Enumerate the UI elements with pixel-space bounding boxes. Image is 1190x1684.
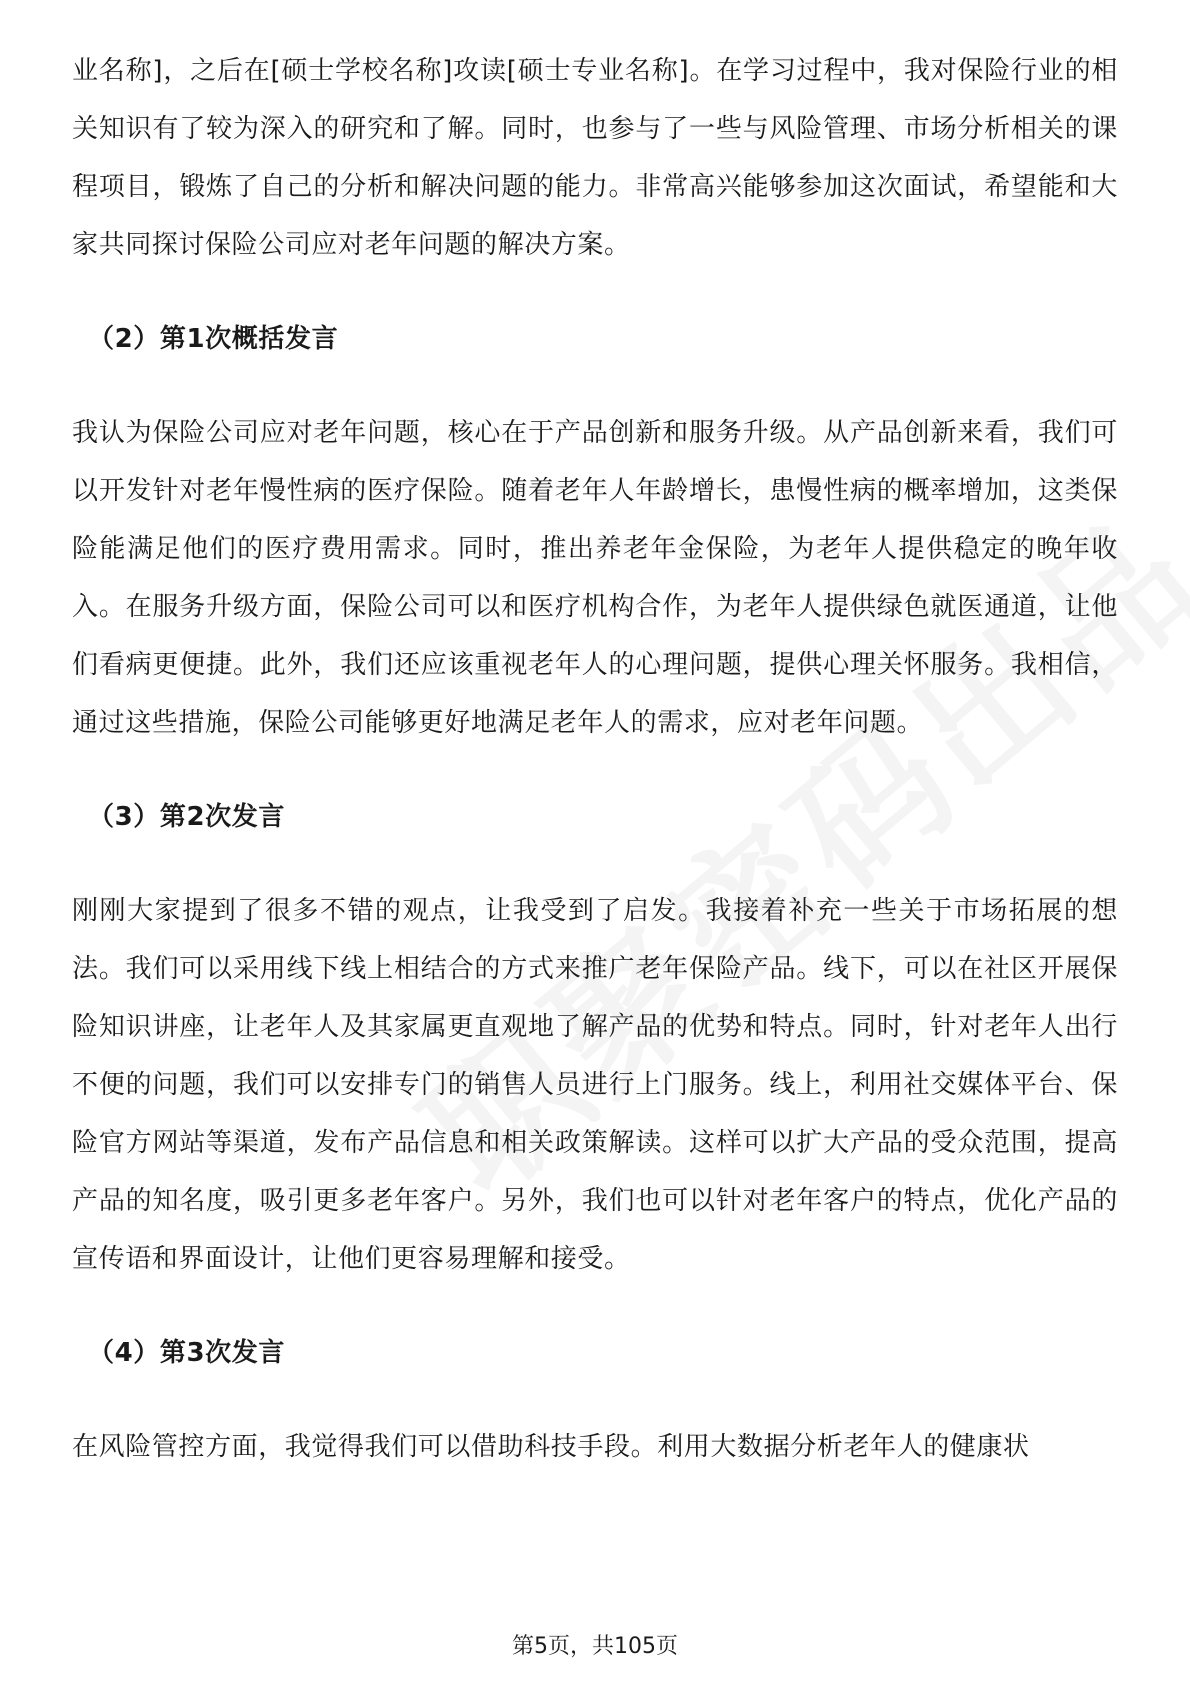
- heading-second-speech: （3）第2次发言: [88, 802, 285, 832]
- heading-third-speech: （4）第3次发言: [88, 1338, 285, 1368]
- paragraph-second-speech: 刚刚大家提到了很多不错的观点，让我受到了启发。我接着补充一些关于市场拓展的想法。我们可以采用线下线上相结合的方式来推广老年保险产品。线下，可以在社区开展保险知识讲座，让老年人及其家属更直观地了解产品的优势和特点。同时，针对老年人出行不便的问题，我们可以安排专门的销售人员进行上门服务。线上，利用社交媒体平台、保险官方网站等渠道，发布产品信息和相关政策解读。这样可以扩大产品的受众范围，提高产品的知名度，吸引更多老年客户。另外，我们也可以针对老年客户的特点，优化产品的宣传语和界面设计，让他们更容易理解和接受。: [72, 896, 1118, 1274]
- paragraph-third-speech-start: 在风险管控方面，我觉得我们可以借助科技手段。利用大数据分析老年人的健康状: [72, 1432, 1030, 1462]
- page-number-footer: 第5页，共105页: [512, 1634, 678, 1659]
- paragraph-intro-continued: 业名称]，之后在[硕士学校名称]攻读[硕士专业名称]。在学习过程中，我对保险行业的相关知识有了较为深入的研究和了解。同时，也参与了一些与风险管理、市场分析相关的课程项目，锻炼了自己的分析和解决问题的能力。非常高兴能够参加这次面试，希望能和大家共同探讨保险公司应对老年问题的解决方案。: [72, 56, 1118, 260]
- document-body: [72, 42, 1118, 1476]
- paragraph-summary-speech: 我认为保险公司应对老年问题，核心在于产品创新和服务升级。从产品创新来看，我们可以开发针对老年慢性病的医疗保险。随着老年人年龄增长，患慢性病的概率增加，这类保险能满足他们的医疗费用需求。同时，推出养老年金保险，为老年人提供稳定的晚年收入。在服务升级方面，保险公司可以和医疗机构合作，为老年人提供绿色就医通道，让他们看病更便捷。此外，我们还应该重视老年人的心理问题，提供心理关怀服务。我相信，通过这些措施，保险公司能够更好地满足老年人的需求，应对老年问题。: [72, 418, 1118, 738]
- heading-first-summary-speech: （2）第1次概括发言: [88, 324, 339, 354]
